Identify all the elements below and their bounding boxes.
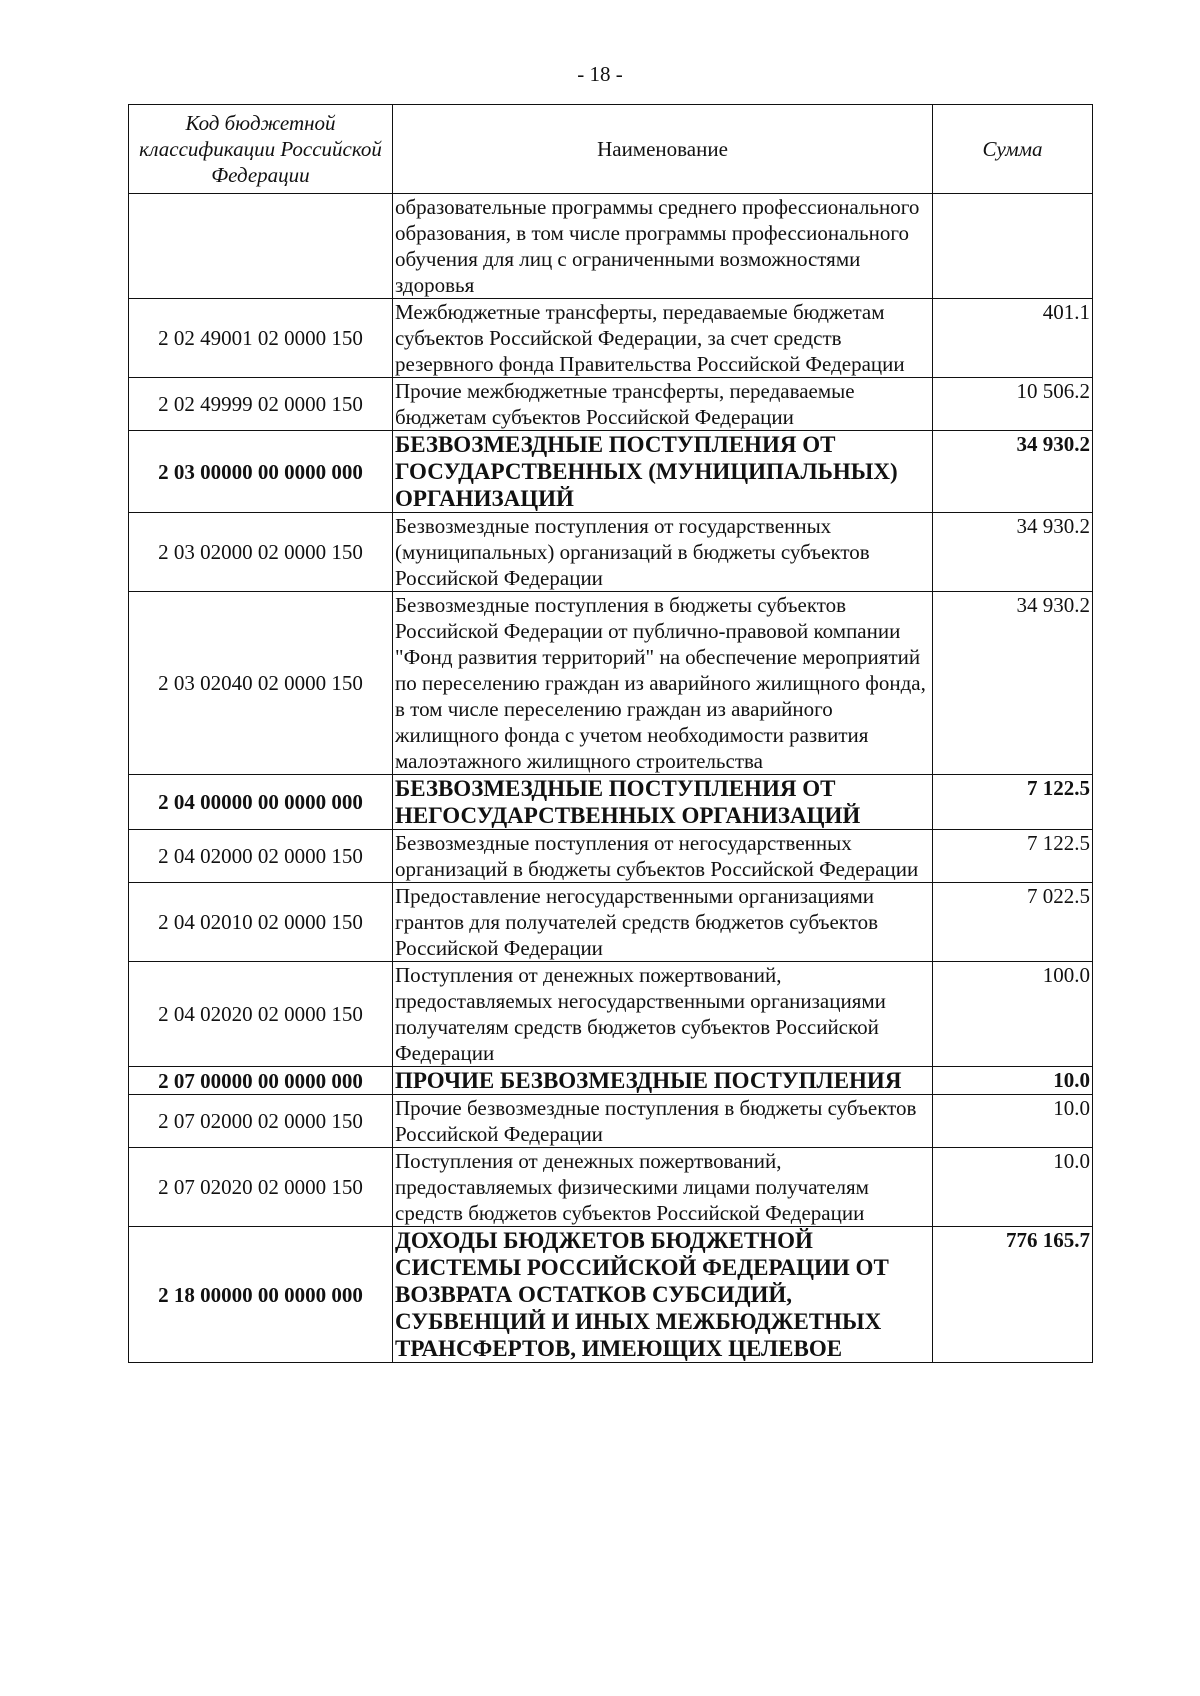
table-row-group-total xyxy=(129,1067,1093,1095)
row-sum: 34 930.2 xyxy=(933,431,1093,513)
page-number: - 18 - xyxy=(577,62,623,86)
row-name: Поступления от денежных пожертвований, предоставляемых физическими лицами получателям средств бюджетов субъектов Российской Федерации xyxy=(393,1148,933,1227)
row-sum: 776 165.7 xyxy=(933,1227,1093,1363)
row-code xyxy=(129,194,393,299)
row-name: Безвозмездные поступления в бюджеты субъектов Российской Федерации от публично-правовой компании "Фонд развития территорий" на обеспечение мероприятий по переселению граждан из аварийного жилищного фонда, в том числе переселению граждан из аварийного жилищного фонда с учетом необходимости развития малоэтажного жилищного строительства xyxy=(393,592,933,775)
table-row xyxy=(129,378,1093,431)
row-name: ДОХОДЫ БЮДЖЕТОВ БЮДЖЕТНОЙ СИСТЕМЫ РОССИЙСКОЙ ФЕДЕРАЦИИ ОТ ВОЗВРАТА ОСТАТКОВ СУБСИДИЙ, СУБВЕНЦИЙ И ИНЫХ МЕЖБЮДЖЕТНЫХ ТРАНСФЕРТОВ, ИМЕЮЩИХ ЦЕЛЕВОЕ xyxy=(393,1227,933,1363)
row-code: 2 04 02000 02 0000 150 xyxy=(129,830,393,883)
row-code: 2 03 00000 00 0000 000 xyxy=(129,431,393,513)
row-name: БЕЗВОЗМЕЗДНЫЕ ПОСТУПЛЕНИЯ ОТ НЕГОСУДАРСТВЕННЫХ ОРГАНИЗАЦИЙ xyxy=(393,775,933,830)
table-row xyxy=(129,194,1093,299)
header-code: Код бюджетной классификации Российской Федерации xyxy=(129,105,393,194)
table-row-group-total xyxy=(129,1227,1093,1363)
table-row xyxy=(129,830,1093,883)
row-sum: 7 122.5 xyxy=(933,830,1093,883)
table-row xyxy=(129,883,1093,962)
row-name: Безвозмездные поступления от государственных (муниципальных) организаций в бюджеты субъектов Российской Федерации xyxy=(393,513,933,592)
row-code: 2 02 49001 02 0000 150 xyxy=(129,299,393,378)
row-name: Предоставление негосударственными организациями грантов для получателей средств бюджетов субъектов Российской Федерации xyxy=(393,883,933,962)
row-sum: 100.0 xyxy=(933,962,1093,1067)
table-row xyxy=(129,962,1093,1067)
table-row xyxy=(129,513,1093,592)
row-sum: 10 506.2 xyxy=(933,378,1093,431)
row-sum: 34 930.2 xyxy=(933,513,1093,592)
table-row xyxy=(129,1148,1093,1227)
table-row-group-total xyxy=(129,775,1093,830)
row-sum: 10.0 xyxy=(933,1067,1093,1095)
row-code: 2 04 02020 02 0000 150 xyxy=(129,962,393,1067)
row-code: 2 03 02040 02 0000 150 xyxy=(129,592,393,775)
row-name: Безвозмездные поступления от негосударственных организаций в бюджеты субъектов Российской Федерации xyxy=(393,830,933,883)
row-name: Поступления от денежных пожертвований, предоставляемых негосударственными организациями получателям средств бюджетов субъектов Российской Федерации xyxy=(393,962,933,1067)
table-row xyxy=(129,1095,1093,1148)
row-name: Прочие безвозмездные поступления в бюджеты субъектов Российской Федерации xyxy=(393,1095,933,1148)
row-code: 2 18 00000 00 0000 000 xyxy=(129,1227,393,1363)
row-name: ПРОЧИЕ БЕЗВОЗМЕЗДНЫЕ ПОСТУПЛЕНИЯ xyxy=(393,1067,933,1095)
row-name: Межбюджетные трансферты, передаваемые бюджетам субъектов Российской Федерации, за счет средств резервного фонда Правительства Российской Федерации xyxy=(393,299,933,378)
row-code: 2 02 49999 02 0000 150 xyxy=(129,378,393,431)
row-code: 2 07 02000 02 0000 150 xyxy=(129,1095,393,1148)
row-sum: 7 122.5 xyxy=(933,775,1093,830)
row-code: 2 04 02010 02 0000 150 xyxy=(129,883,393,962)
row-code: 2 04 00000 00 0000 000 xyxy=(129,775,393,830)
row-name: образовательные программы среднего профессионального образования, в том числе программы профессионального обучения для лиц с ограниченными возможностями здоровья xyxy=(393,194,933,299)
table-row-group-total xyxy=(129,431,1093,513)
row-code: 2 07 00000 00 0000 000 xyxy=(129,1067,393,1095)
row-sum xyxy=(933,194,1093,299)
table-row xyxy=(129,592,1093,775)
row-sum: 10.0 xyxy=(933,1095,1093,1148)
row-code: 2 03 02000 02 0000 150 xyxy=(129,513,393,592)
row-code: 2 07 02020 02 0000 150 xyxy=(129,1148,393,1227)
row-sum: 10.0 xyxy=(933,1148,1093,1227)
row-sum: 7 022.5 xyxy=(933,883,1093,962)
row-name: Прочие межбюджетные трансферты, передаваемые бюджетам субъектов Российской Федерации xyxy=(393,378,933,431)
table-header-row xyxy=(129,105,1093,194)
row-sum: 34 930.2 xyxy=(933,592,1093,775)
header-sum: Сумма xyxy=(933,105,1093,194)
row-name: БЕЗВОЗМЕЗДНЫЕ ПОСТУПЛЕНИЯ ОТ ГОСУДАРСТВЕННЫХ (МУНИЦИПАЛЬНЫХ) ОРГАНИЗАЦИЙ xyxy=(393,431,933,513)
header-name: Наименование xyxy=(393,105,933,194)
budget-classification-table xyxy=(128,104,1093,1363)
table-row xyxy=(129,299,1093,378)
row-sum: 401.1 xyxy=(933,299,1093,378)
